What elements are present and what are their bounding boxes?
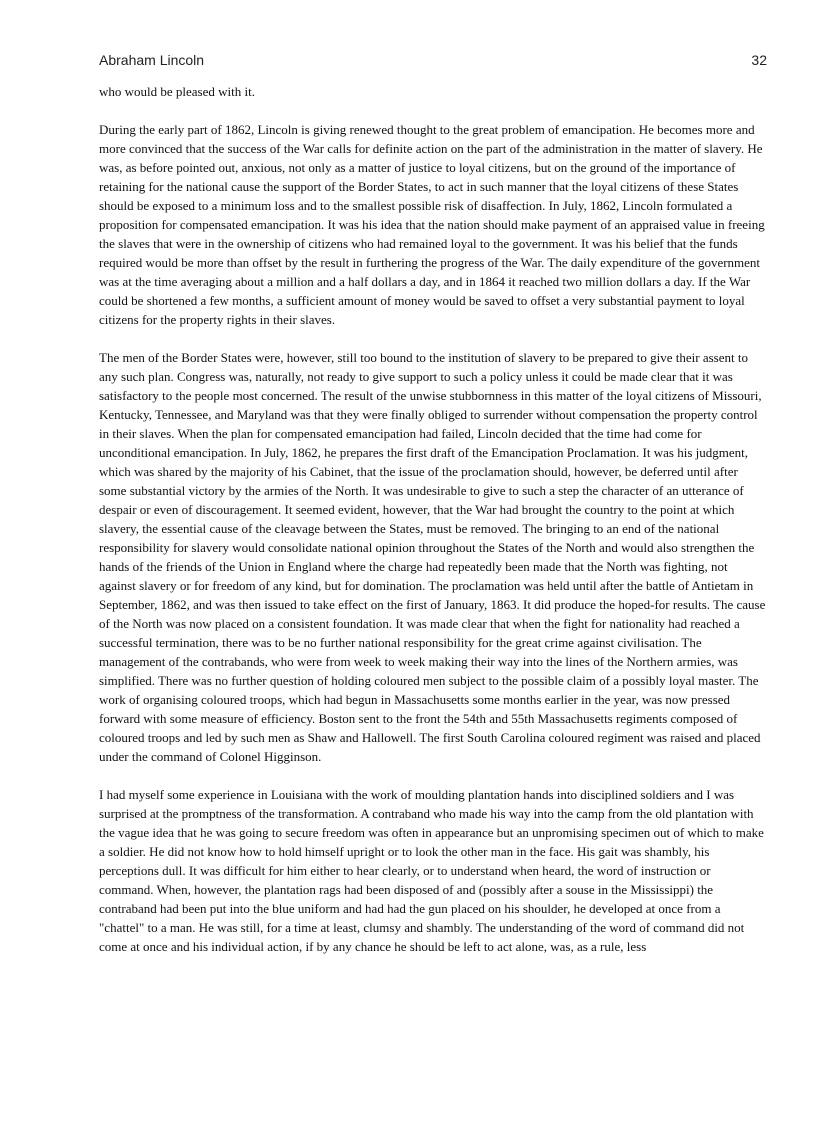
running-title: Abraham Lincoln [99, 52, 205, 68]
body-text [99, 82, 767, 975]
page-header [99, 52, 767, 72]
paragraph: The men of the Border States were, however, still too bound to the institution of slavery to be prepared to give their assent to any such plan. Congress was, naturally, not ready to give support to such a policy unless it could be made clear that it was satisfactory to the people most concerned. The result of the unwise stubbornness in this matter of the loyal citizens of Missouri, Kentucky, Tennessee, and Maryland was that they were finally obliged to surrender without compensation the property control in their slaves. When the plan for compensated emancipation had failed, Lincoln decided that the time had come for unconditional emancipation. In July, 1862, he prepares the first draft of the Emancipation Proclamation. It was his judgment, which was shared by the majority of his Cabinet, that the issue of the proclamation should, however, be deferred until after some substantial victory by the armies of the North. It was undesirable to give to such a step the character of an utterance of despair or even of discouragement. It seemed evident, however, that the War had brought the country to the point at which slavery, the essential cause of the cleavage between the States, must be removed. The bringing to an end of the national responsibility for slavery would consolidate national opinion throughout the States of the North and would also strengthen the hands of the friends of the Union in England where the charge had repeatedly been made that the North was fighting, not against slavery or for freedom of any kind, but for domination. The proclamation was held until after the battle of Antietam in September, 1862, and was then issued to take effect on the first of January, 1863. It did produce the hoped-for results. The cause of the North was now placed on a consistent foundation. It was made clear that when the fight for nationality had reached a successful termination, there was to be no further national responsibility for the great crime against civilisation. The management of the contrabands, who were from week to week making their way into the lines of the Northern armies, was simplified. There was no further question of holding coloured men subject to the possible claim of a possibly loyal master. The work of organising coloured troops, which had begun in Massachusetts some months earlier in the year, was now pressed forward with some measure of efficiency. Boston sent to the front the 54th and 55th Massachusetts regiments composed of coloured troops and led by such men as Shaw and Hallowell. The first South Carolina coloured regiment was raised and placed under the command of Colonel Higginson. [99, 350, 766, 764]
paragraph: During the early part of 1862, Lincoln is giving renewed thought to the great problem of emancipation. He becomes more and more convinced that the success of the War calls for definite action on the part of the administration in the matter of slavery. He was, as before pointed out, anxious, not only as a matter of justice to loyal citizens, but on the ground of the importance of retaining for the national cause the support of the Border States, to act in such manner that the loyal citizens of these States should be exposed to a minimum loss and to the smallest possible risk of disaffection. In July, 1862, Lincoln formulated a proposition for compensated emancipation. It was his idea that the nation should make payment of an appraised value in freeing the slaves that were in the ownership of citizens who had remained loyal to the government. It was his belief that the funds required would be more than offset by the result in furthering the progress of the War. The daily expenditure of the government was at the time averaging about a million and a half dollars a day, and in 1864 it reached two million dollars a day. If the War could be shortened a few months, a sufficient amount of money would be saved to offset a very substantial payment to loyal citizens for the property rights in their slaves. [99, 122, 765, 327]
page-number: 32 [751, 52, 767, 68]
paragraph: who would be pleased with it. [99, 84, 255, 99]
paragraph: I had myself some experience in Louisiana with the work of moulding plantation hands into disciplined soldiers and I was surprised at the promptness of the transformation. A contraband who made his way into the camp from the old plantation with the vague idea that he was going to secure freedom was often in appearance but an unpromising specimen out of which to make a soldier. He did not know how to hold himself upright or to look the other man in the face. His gait was shambly, his perceptions dull. It was difficult for him either to hear clearly, or to understand when heard, the word of instruction or command. When, however, the plantation rags had been disposed of and (possibly after a souse in the Mississippi) the contraband had been put into the blue uniform and had had the gun placed on his shoulder, he developed at once from a "chattel" to a man. He was still, for a time at least, clumsy and shambly. The understanding of the word of command did not come at once and his individual action, if by any chance he should be left to act alone, was, as a rule, less [99, 787, 764, 954]
